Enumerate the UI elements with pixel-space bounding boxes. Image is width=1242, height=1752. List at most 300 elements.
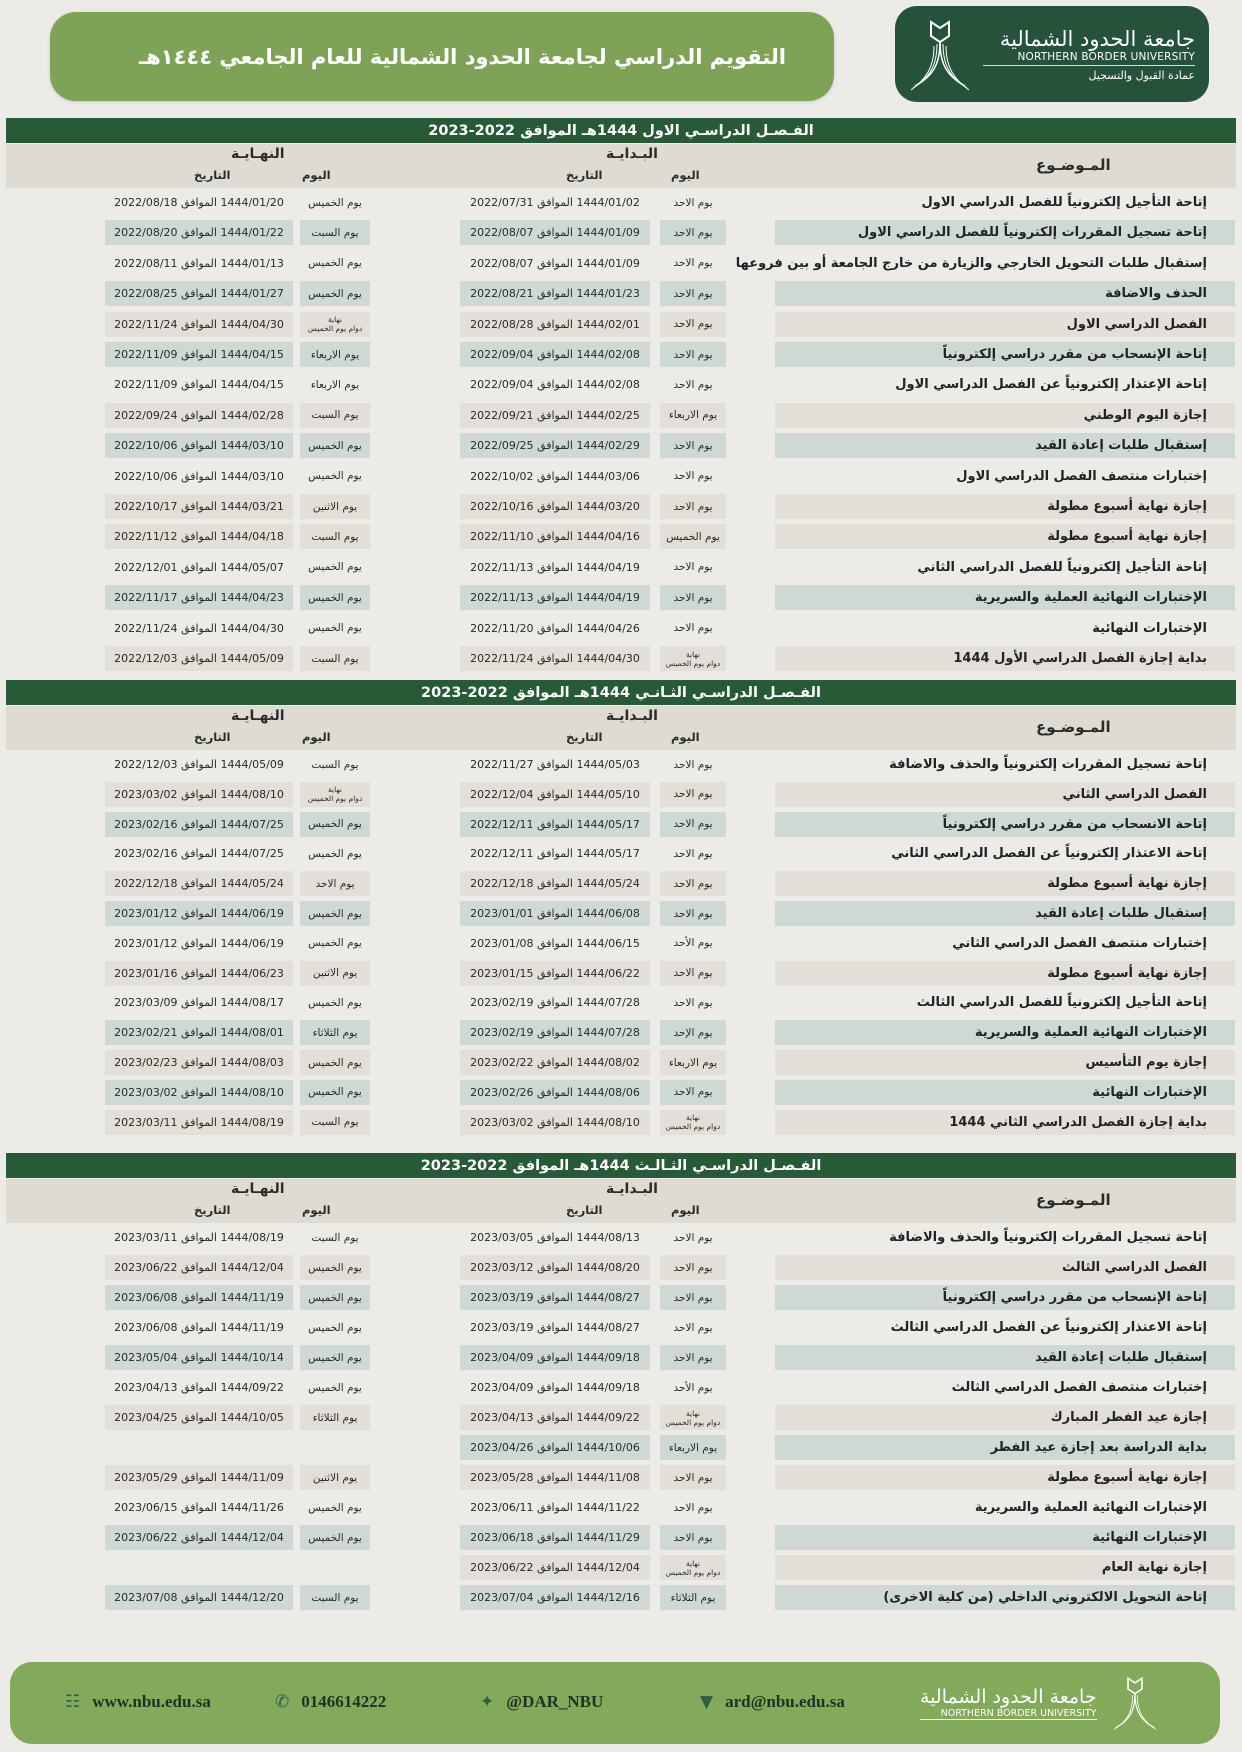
row-topic: بداية إجازة الفصل الدراسي الثاني 1444 [775, 1110, 1235, 1135]
gregorian-date: 2022/11/13 [470, 591, 534, 605]
table-row [0, 340, 1242, 369]
end-date [105, 433, 293, 458]
start-day: يوم الاحد [660, 312, 726, 337]
end-day: يوم الخميس [308, 1501, 362, 1514]
phone-number[interactable]: 0146614222 [301, 1692, 387, 1711]
start-day: يوم الأحد [673, 1381, 713, 1394]
date-connector: الموافق [177, 317, 221, 331]
logo-name-english: NORTHERN BORDER UNIVERSITY [983, 51, 1195, 66]
hijri-date: 1444/08/06 [576, 1085, 640, 1099]
table-row [0, 1283, 1242, 1312]
end-date [105, 931, 293, 956]
hijri-date: 1444/09/22 [576, 1411, 640, 1424]
date-connector: الموافق [177, 652, 221, 665]
row-topic: إستقبال طلبات إعادة القيد [775, 433, 1235, 458]
gregorian-date: 2022/09/04 [470, 348, 534, 361]
date-connector: الموافق [533, 996, 577, 1010]
table-row [0, 370, 1242, 399]
table-row [0, 522, 1242, 551]
end-day: يوم الخميس [308, 257, 362, 270]
start-day [660, 646, 726, 671]
date-connector: الموافق [533, 621, 577, 635]
row-topic: إجازة عيد الفطر المبارك [775, 1405, 1235, 1430]
start-date [460, 372, 650, 397]
start-day: يوم الاحد [660, 342, 726, 367]
date-connector: الموافق [177, 1321, 221, 1334]
gregorian-date: 2023/07/04 [470, 1591, 534, 1604]
date-connector: الموافق [533, 1321, 577, 1334]
header-start-date: التاريخ [566, 730, 603, 744]
start-day: يوم الاحد [660, 281, 726, 306]
start-day: يوم الثلاثاء [660, 1585, 726, 1610]
row-topic: بداية إجازة الفصل الدراسي الأول 1444 [775, 646, 1235, 671]
start-date [460, 1555, 650, 1580]
date-connector: الموافق [177, 787, 221, 801]
table-row [0, 929, 1242, 958]
start-date [460, 1435, 650, 1460]
hijri-date: 1444/08/17 [220, 996, 284, 1010]
header-start-date: التاريخ [566, 168, 603, 182]
gregorian-date: 2023/03/11 [114, 1231, 178, 1244]
hijri-date: 1444/04/30 [576, 652, 640, 665]
gregorian-date: 2022/09/04 [470, 378, 534, 392]
end-day: يوم الخميس [308, 561, 362, 574]
start-day: يوم الاحد [660, 494, 726, 519]
row-topic: إجازة يوم التأسيس [775, 1050, 1235, 1075]
row-topic: الإختبارات النهائية العملية والسريرية [775, 1020, 1235, 1045]
date-connector: الموافق [533, 787, 577, 801]
hijri-date: 1444/08/20 [576, 1261, 640, 1274]
end-date [105, 1315, 293, 1340]
end-date [105, 1495, 293, 1520]
day-note-line: نهاية [328, 785, 342, 795]
hijri-date: 1444/11/19 [220, 1321, 284, 1334]
header-start-day: اليوم [671, 168, 700, 182]
table-row [0, 869, 1242, 898]
header-end-day: اليوم [302, 1203, 331, 1217]
gregorian-date: 2022/08/18 [114, 196, 178, 209]
header-topic: المـوضـوع [1036, 156, 1111, 174]
end-date [105, 752, 293, 777]
end-date [105, 1585, 293, 1610]
footer-twitter[interactable] [480, 1692, 603, 1712]
date-connector: الموافق [177, 1501, 221, 1514]
hijri-date: 1444/02/01 [576, 317, 640, 331]
date-connector: الموافق [177, 1351, 221, 1364]
start-date [460, 1585, 650, 1610]
row-topic: الحذف والاضافة [775, 281, 1235, 306]
gregorian-date: 2023/06/22 [114, 1531, 178, 1544]
gregorian-date: 2023/06/15 [114, 1501, 178, 1514]
start-date [460, 342, 650, 367]
gregorian-date: 2023/06/08 [114, 1291, 178, 1304]
row-topic: إجازة نهاية أسبوع مطولة [775, 494, 1235, 519]
hijri-date: 1444/09/22 [220, 1381, 284, 1394]
row-topic: إجازة اليوم الوطني [775, 403, 1235, 428]
date-connector: الموافق [177, 1231, 221, 1244]
table-row [0, 310, 1242, 339]
end-date [105, 464, 293, 489]
footer-phone[interactable] [275, 1692, 386, 1712]
hijri-date: 1444/10/05 [220, 1411, 284, 1424]
hijri-date: 1444/04/15 [220, 348, 284, 361]
hijri-date: 1444/06/19 [220, 936, 284, 950]
start-date [460, 646, 650, 671]
date-connector: الموافق [533, 1471, 577, 1484]
date-connector: الموافق [533, 1231, 577, 1244]
hijri-date: 1444/09/18 [576, 1351, 640, 1364]
row-topic: إجازة نهاية أسبوع مطولة [775, 1465, 1235, 1490]
end-date [105, 1465, 293, 1490]
hijri-date: 1444/08/27 [576, 1321, 640, 1334]
hijri-date: 1444/11/22 [576, 1501, 640, 1514]
start-date [460, 841, 650, 866]
end-day: يوم الخميس [300, 1050, 370, 1075]
footer-email[interactable] [700, 1692, 845, 1712]
end-date [105, 220, 293, 245]
row-topic: إتاحة الإعتذار إلكترونياً عن الفصل الدراسي الاول [895, 377, 1207, 393]
row-topic: إستقبال طلبات إعادة القيد [775, 901, 1235, 926]
start-date [460, 190, 650, 215]
footer-logo [920, 1670, 1180, 1736]
date-connector: الموافق [533, 936, 577, 950]
start-date [460, 616, 650, 641]
gregorian-date: 2023/02/23 [114, 1056, 178, 1069]
end-date [105, 901, 293, 926]
day-note-line: نهاية [686, 1408, 700, 1418]
date-connector: الموافق [177, 936, 221, 950]
date-connector: الموافق [533, 1261, 577, 1274]
date-connector: الموافق [533, 1085, 577, 1099]
date-connector: الموافق [177, 1115, 221, 1129]
row-topic: الإختبارات النهائية [1092, 620, 1207, 636]
date-connector: الموافق [533, 1351, 577, 1364]
table-row [0, 401, 1242, 430]
start-date [460, 752, 650, 777]
start-date [460, 1315, 650, 1340]
date-connector: الموافق [533, 469, 577, 483]
section-title-bar: الفـصـل الدراسـي الاول 1444هـ الموافق 2022-2023 [6, 118, 1236, 143]
date-connector: الموافق [533, 530, 577, 544]
header-start: البـدايـة [606, 146, 658, 162]
header-start-day: اليوم [671, 730, 700, 744]
gregorian-date: 2022/09/25 [470, 439, 534, 453]
end-date [105, 281, 293, 306]
table-row [0, 1403, 1242, 1432]
start-date [460, 403, 650, 428]
hijri-date: 1444/01/20 [220, 196, 284, 209]
date-connector: الموافق [177, 996, 221, 1010]
end-date [105, 616, 293, 641]
start-date [460, 555, 650, 580]
end-day: يوم الثلاثاء [300, 1405, 370, 1430]
table-row [0, 553, 1242, 582]
date-connector: الموافق [533, 500, 577, 513]
hijri-date: 1444/06/15 [576, 936, 640, 950]
start-day: يوم الاحد [660, 585, 726, 610]
table-row [0, 839, 1242, 868]
end-date [105, 782, 293, 807]
title-banner [50, 12, 834, 101]
start-day: يوم الاحد [673, 561, 713, 574]
hijri-date: 1444/05/09 [220, 652, 284, 665]
gregorian-date: 2023/01/12 [114, 936, 178, 950]
gregorian-date: 2023/04/13 [470, 1411, 534, 1424]
date-connector: الموافق [177, 408, 221, 422]
start-date [460, 1225, 650, 1250]
date-connector: الموافق [177, 966, 221, 980]
end-date [105, 1345, 293, 1370]
section-title-bar: الفـصـل الدراسـي الثـالـث 1444هـ الموافق 2022-2023 [6, 1153, 1236, 1178]
end-date [105, 646, 293, 671]
table-row [0, 279, 1242, 308]
end-date [105, 1080, 293, 1105]
end-date [105, 1020, 293, 1045]
row-topic: بداية الدراسة بعد إجازة عيد الفطر [775, 1435, 1235, 1460]
table-row [0, 1433, 1242, 1462]
gregorian-date: 2022/10/02 [470, 469, 534, 483]
date-connector: الموافق [177, 378, 221, 392]
date-connector: الموافق [177, 591, 221, 605]
gregorian-date: 2023/05/04 [114, 1351, 178, 1364]
date-connector: الموافق [533, 378, 577, 392]
end-day: يوم الخميس [300, 1525, 370, 1550]
gregorian-date: 2022/11/24 [114, 317, 178, 331]
row-topic: إتاحة الاعتذار إلكترونياً عن الفصل الدراسي الثالث [890, 1320, 1207, 1335]
date-connector: الموافق [533, 408, 577, 422]
date-connector: الموافق [533, 1056, 577, 1069]
start-day: يوم الاحد [660, 812, 726, 837]
start-day: يوم الاحد [673, 847, 713, 860]
gregorian-date: 2022/11/27 [470, 758, 534, 771]
gregorian-date: 2022/09/24 [114, 408, 178, 422]
table-row [0, 492, 1242, 521]
hijri-date: 1444/10/06 [576, 1441, 640, 1454]
gregorian-date: 2023/04/13 [114, 1381, 178, 1394]
header-end: النهـايـة [231, 708, 285, 724]
start-day: يوم الاحد [660, 433, 726, 458]
start-date [460, 1375, 650, 1400]
row-topic: إتاحة الإنسحاب من مقرر دراسي إلكترونياً [775, 1285, 1235, 1310]
footer-logo-arabic: جامعة الحدود الشمالية [920, 1686, 1097, 1708]
row-topic: إتاحة التأجيل إلكترونياً للفصل الدراسي الثالث [916, 995, 1207, 1011]
university-logo [895, 6, 1209, 102]
table-row [0, 1583, 1242, 1612]
hijri-date: 1444/11/09 [220, 1471, 284, 1484]
gregorian-date: 2023/02/26 [470, 1085, 534, 1099]
gregorian-date: 2022/12/18 [114, 877, 178, 891]
start-date [460, 782, 650, 807]
end-date [105, 190, 293, 215]
table-row [0, 1223, 1242, 1252]
hijri-date: 1444/07/25 [220, 817, 284, 831]
table-row [0, 1048, 1242, 1077]
table-row [0, 188, 1242, 217]
date-connector: الموافق [533, 817, 577, 831]
end-day: يوم الاربعاء [310, 378, 360, 391]
date-connector: الموافق [533, 1411, 577, 1424]
gregorian-date: 2022/10/16 [470, 500, 534, 513]
email-link[interactable]: ard@nbu.edu.sa [725, 1692, 845, 1711]
gregorian-date: 2023/01/16 [114, 966, 178, 980]
date-connector: الموافق [177, 530, 221, 544]
start-day: يوم الاربعاء [660, 1050, 726, 1075]
footer-website[interactable] [65, 1692, 211, 1712]
hijri-date: 1444/04/30 [220, 621, 284, 635]
end-day: يوم الخميس [300, 812, 370, 837]
start-day: يوم الاحد [660, 1285, 726, 1310]
start-date [460, 1465, 650, 1490]
start-date [460, 1345, 650, 1370]
hijri-date: 1444/01/22 [220, 226, 284, 240]
hijri-date: 1444/10/14 [220, 1351, 284, 1364]
date-connector: الموافق [533, 1291, 577, 1304]
gregorian-date: 2022/10/17 [114, 500, 178, 513]
end-date [105, 1110, 293, 1135]
row-topic: الإختبارات النهائية العملية والسريرية [974, 1500, 1207, 1515]
hijri-date: 1444/03/20 [576, 500, 640, 513]
hijri-date: 1444/02/08 [576, 378, 640, 392]
start-date [460, 990, 650, 1015]
phone-icon: ✆ [275, 1692, 290, 1712]
gregorian-date: 2023/06/11 [470, 1501, 534, 1514]
end-date [105, 312, 293, 337]
end-date [105, 372, 293, 397]
gregorian-date: 2023/07/08 [114, 1591, 178, 1604]
gregorian-date: 2022/12/03 [114, 652, 178, 665]
twitter-handle[interactable]: @DAR_NBU [506, 1692, 604, 1711]
start-date [460, 1110, 650, 1135]
table-row [0, 780, 1242, 809]
date-connector: الموافق [533, 652, 577, 665]
start-date [460, 524, 650, 549]
start-date [460, 220, 650, 245]
table-row [0, 1373, 1242, 1402]
gregorian-date: 2023/06/22 [114, 1261, 178, 1274]
date-connector: الموافق [533, 1026, 577, 1040]
gregorian-date: 2022/10/06 [114, 469, 178, 483]
gregorian-date: 2023/01/01 [470, 907, 534, 920]
hijri-date: 1444/04/30 [220, 317, 284, 331]
day-note-line: نهاية [686, 649, 700, 659]
date-connector: الموافق [533, 256, 577, 270]
start-day [660, 1110, 726, 1135]
end-day: يوم السبت [300, 646, 370, 671]
start-date [460, 281, 650, 306]
row-topic: إتاحة تسجيل المقررات إلكترونياً للفصل الدراسي الاول [775, 220, 1235, 245]
header-topic: المـوضـوع [1036, 1191, 1111, 1209]
hijri-date: 1444/06/19 [220, 907, 284, 920]
date-connector: الموافق [177, 439, 221, 453]
column-headers [6, 1179, 1236, 1223]
date-connector: الموافق [533, 877, 577, 891]
hijri-date: 1444/01/13 [220, 256, 284, 270]
date-connector: الموافق [533, 317, 577, 331]
gregorian-date: 2023/03/02 [114, 787, 178, 801]
hijri-date: 1444/12/04 [220, 1531, 284, 1544]
gregorian-date: 2023/05/28 [470, 1471, 534, 1484]
gregorian-date: 2022/08/07 [470, 226, 534, 240]
end-date [105, 841, 293, 866]
gregorian-date: 2022/09/21 [470, 408, 534, 422]
gregorian-date: 2023/03/12 [470, 1261, 534, 1274]
hijri-date: 1444/08/02 [576, 1056, 640, 1069]
start-day: يوم الاحد [673, 996, 713, 1009]
hijri-date: 1444/08/10 [576, 1115, 640, 1129]
gregorian-date: 2022/11/12 [114, 530, 178, 544]
date-connector: الموافق [177, 817, 221, 831]
date-connector: الموافق [533, 1561, 577, 1574]
table-row [0, 1108, 1242, 1137]
row-topic: إجازة نهاية أسبوع مطولة [775, 871, 1235, 896]
date-connector: الموافق [533, 591, 577, 605]
end-day: يوم الخميس [300, 901, 370, 926]
table-row [0, 1523, 1242, 1552]
date-connector: الموافق [177, 1056, 221, 1069]
end-date [105, 251, 293, 276]
gregorian-date: 2023/04/26 [470, 1441, 534, 1454]
start-date [460, 901, 650, 926]
header-end-day: اليوم [302, 168, 331, 182]
date-connector: الموافق [177, 287, 221, 301]
start-date [460, 1020, 650, 1045]
date-connector: الموافق [533, 907, 577, 920]
date-connector: الموافق [533, 1591, 577, 1604]
gregorian-date: 2022/12/01 [114, 560, 178, 574]
end-date [105, 1050, 293, 1075]
gregorian-date: 2023/03/02 [470, 1115, 534, 1129]
hijri-date: 1444/02/08 [576, 348, 640, 361]
start-date [460, 1495, 650, 1520]
gregorian-date: 2023/01/12 [114, 907, 178, 920]
website-link[interactable]: www.nbu.edu.sa [92, 1692, 211, 1711]
gregorian-date: 2023/03/05 [470, 1231, 534, 1244]
date-connector: الموافق [533, 1531, 577, 1544]
gregorian-date: 2023/02/19 [470, 1026, 534, 1040]
hijri-date: 1444/03/10 [220, 439, 284, 453]
row-topic: إجازة نهاية العام [775, 1555, 1235, 1580]
section-title-bar: الفـصـل الدراسـي الثـانـي 1444هـ الموافق 2022-2023 [6, 680, 1236, 705]
hijri-date: 1444/01/27 [220, 287, 284, 301]
date-connector: الموافق [177, 907, 221, 920]
date-connector: الموافق [177, 758, 221, 771]
end-day: يوم الثلاثاء [300, 1020, 370, 1045]
gregorian-date: 2023/05/29 [114, 1471, 178, 1484]
start-date [460, 1285, 650, 1310]
end-date [105, 961, 293, 986]
date-connector: الموافق [177, 560, 221, 574]
end-date [105, 555, 293, 580]
end-date [105, 524, 293, 549]
header-start-date: التاريخ [566, 1203, 603, 1217]
row-topic: إستقبال طلبات التحويل الخارجي والزيارة من خارج الجامعة أو بين فروعها [735, 255, 1207, 271]
hijri-date: 1444/03/10 [220, 469, 284, 483]
end-day: يوم الخميس [308, 1381, 362, 1394]
end-date [105, 871, 293, 896]
start-day: يوم الاحد [660, 782, 726, 807]
date-connector: الموافق [177, 1085, 221, 1099]
footer-logo-english: NORTHERN BORDER UNIVERSITY [920, 1708, 1097, 1720]
row-topic: إجازة نهاية أسبوع مطولة [775, 524, 1235, 549]
gregorian-date: 2022/11/20 [470, 621, 534, 635]
header-end-date: التاريخ [194, 1203, 231, 1217]
gregorian-date: 2023/03/19 [470, 1291, 534, 1304]
day-note-line: دوام يوم الخميس [665, 1417, 721, 1427]
date-connector: الموافق [177, 1291, 221, 1304]
table-row [0, 1463, 1242, 1492]
start-day: يوم الإحد [660, 1020, 726, 1045]
date-connector: الموافق [533, 966, 577, 980]
